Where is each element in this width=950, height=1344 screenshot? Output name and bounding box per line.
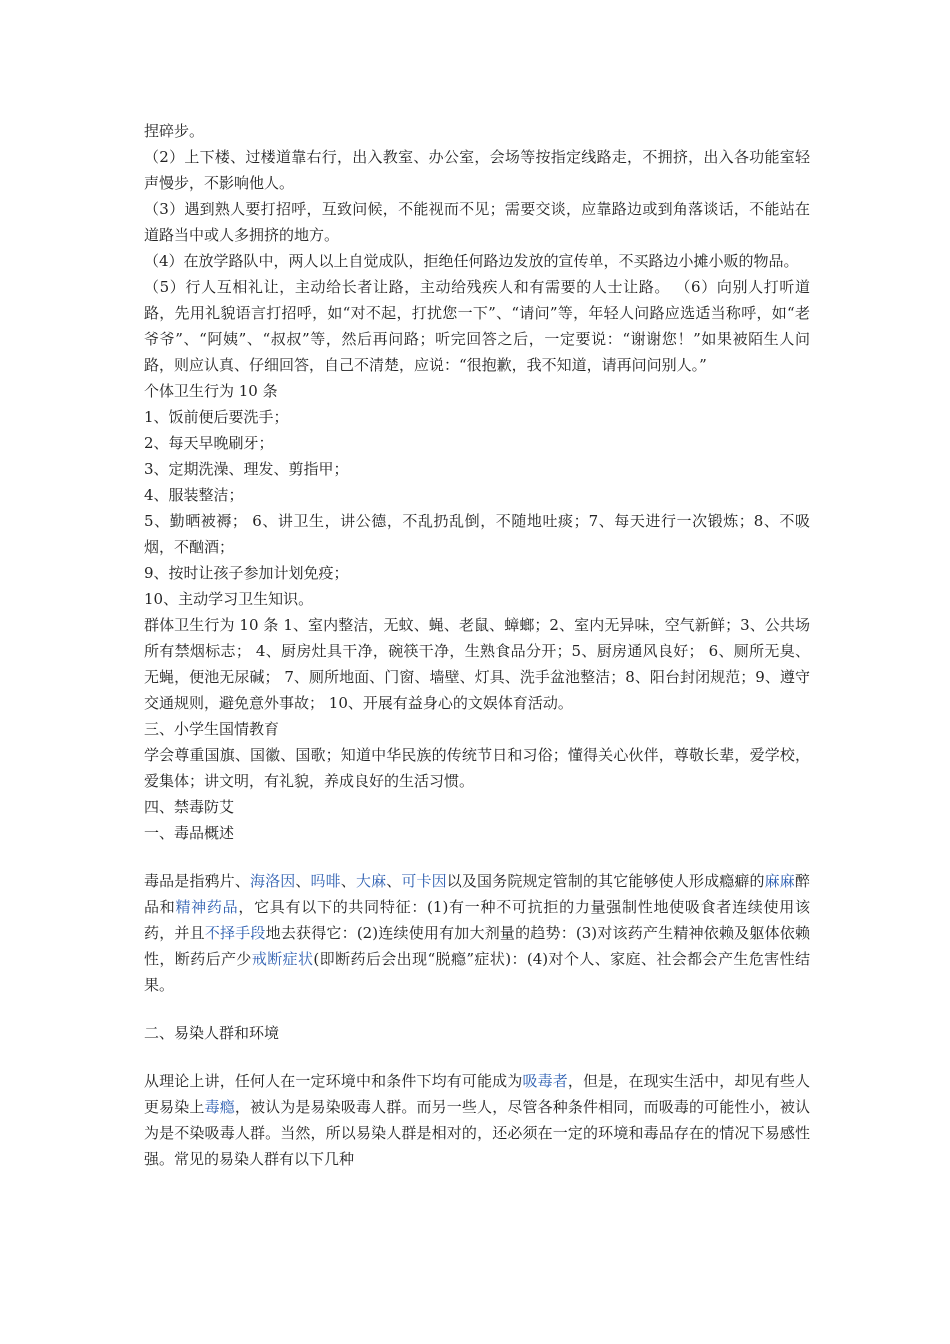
link-cocaine[interactable]: 可卡因 bbox=[401, 872, 447, 890]
heading-susceptible-groups: 二、易染人群和环境 bbox=[144, 1024, 280, 1042]
paragraph-13: 群体卫生行为 10 条 1、室内整洁，无蚊、蝇、老鼠、蟑螂；2、室内无异味，空气新鲜；3、公共场所有禁烟标志； 4、厨房灶具干净，碗筷干净，生熟食品分开；5、厨房通风良好； 6、厕所无臭、无蝇，便池无尿碱； 7、厕所地面、门窗、墙壁、灯具、洗手盆池整洁；8、阳台封闭规范；9、遵守交通规则，避免意外事故； 10、开展有益身心的文娱体育活动。 bbox=[144, 616, 810, 712]
text-segment: 从理论上讲，任何人在一定环境中和条件下均有可能成为 bbox=[144, 1072, 523, 1090]
link-psychotropic-drugs[interactable]: 精神药品 bbox=[175, 898, 239, 916]
paragraph-4: （5）行人互相礼让，主动给长者让路，主动给残疾人和有需要的人士让路。 （6）向别人打听道路，先用礼貌语言打招呼，如“对不起，打扰您一下”、“请问”等，年轻人问路应选适当称呼，如“老爷爷”、“阿姨”、“叔叔”等，然后再问路；听完回答之后，一定要说：“谢谢您！”如果被陌生人问路，则应认真、仔细回答，自己不清楚，应说：“很抱歉，我不知道，请再问问别人。” bbox=[144, 278, 810, 374]
link-drug-addiction[interactable]: 毒瘾 bbox=[204, 1098, 235, 1116]
link-morphine[interactable]: 吗啡 bbox=[310, 872, 341, 890]
link-narcotic[interactable]: 麻麻 bbox=[764, 872, 795, 890]
paragraph-12: 10、主动学习卫生知识。 bbox=[144, 590, 314, 608]
text-segment: 醉品和 bbox=[144, 872, 810, 916]
drug-definition-paragraph bbox=[144, 868, 810, 998]
paragraph-9: 4、服装整洁； bbox=[144, 486, 244, 504]
paragraph-7: 2、每天早晚刷牙； bbox=[144, 434, 274, 452]
spacer bbox=[144, 846, 810, 868]
heading-section-4: 四、禁毒防艾 bbox=[144, 798, 235, 816]
spacer bbox=[144, 998, 810, 1020]
paragraph-10: 5、勤晒被褥； 6、讲卫生，讲公德，不乱扔乱倒，不随地吐痰；7、每天进行一次锻炼；8、不吸烟，不酗酒； bbox=[144, 512, 810, 556]
link-drug-user[interactable]: 吸毒者 bbox=[522, 1072, 568, 1090]
paragraph-8: 3、定期洗澡、理发、剪指甲； bbox=[144, 460, 349, 478]
text-segment: 以及国务院规定管制的其它能够使人形成瘾癖的 bbox=[446, 872, 765, 890]
paragraph-11: 9、按时让孩子参加计划免疫； bbox=[144, 564, 349, 582]
text-segment: 地去获得它：(2)连续使用有加大剂量的趋势：(3)对该药产生精神依赖及躯体依赖性，断药后产少 bbox=[144, 924, 810, 968]
paragraph-3: （4）在放学路队中，两人以上自觉成队，拒绝任何路边发放的宣传单，不买路边小摊小贩的物品。 bbox=[144, 252, 799, 270]
text-segment: ，被认为是易染吸毒人群。而另一些人，尽管各种条件相同，而吸毒的可能性小，被认为是不染吸毒人群。当然，所以易染人群是相对的，还必须在一定的环境和毒品存在的情况下易感性强。常见的易染人群有以下几种 bbox=[144, 1098, 810, 1168]
text-segment: 、 bbox=[386, 872, 402, 890]
paragraph-6: 1、饭前便后要洗手； bbox=[144, 408, 289, 426]
susceptible-paragraph bbox=[144, 1068, 810, 1172]
text-segment: 、 bbox=[295, 872, 311, 890]
document-body bbox=[144, 118, 810, 1172]
link-withdrawal-symptoms[interactable]: 戒断症状 bbox=[251, 950, 314, 968]
heading-section-3: 三、小学生国情教育 bbox=[144, 720, 280, 738]
spacer bbox=[144, 1046, 810, 1068]
link-cannabis[interactable]: 大麻 bbox=[355, 872, 387, 890]
paragraph-1: （2）上下楼、过楼道靠右行，出入教室、办公室，会场等按指定线路走，不拥挤，出入各功能室轻声慢步，不影响他人。 bbox=[144, 148, 810, 192]
paragraph-15: 学会尊重国旗、国徽、国歌；知道中华民族的传统节日和习俗；懂得关心伙伴，尊敬长辈，爱学校，爱集体；讲文明，有礼貌，养成良好的生活习惯。 bbox=[144, 746, 810, 790]
paragraph-5: 个体卫生行为 10 条 bbox=[144, 382, 278, 400]
paragraph-0: 捏碎步。 bbox=[144, 122, 205, 140]
text-segment: 毒品是指鸦片、 bbox=[144, 872, 250, 890]
text-segment: ，它具有以下的共同特征：(1)有一种不可抗拒的力量强制性地使吸食者连续使用该药，并且 bbox=[144, 898, 810, 942]
text-segment: (即断药后会出现“脱瘾”症状)：(4)对个人、家庭、社会都会产生危害性结果。 bbox=[144, 950, 810, 994]
paragraph-2: （3）遇到熟人要打招呼，互致问候，不能视而不见；需要交谈，应靠路边或到角落谈话，不能站在道路当中或人多拥挤的地方。 bbox=[144, 200, 810, 244]
heading-drug-overview: 一、毒品概述 bbox=[144, 824, 235, 842]
link-heroin[interactable]: 海洛因 bbox=[249, 872, 296, 890]
text-segment: ，但是，在现实生活中，却见有些人更易染上 bbox=[144, 1072, 810, 1116]
link-by-any-means[interactable]: 不择手段 bbox=[204, 924, 266, 942]
text-segment: 、 bbox=[340, 872, 356, 890]
